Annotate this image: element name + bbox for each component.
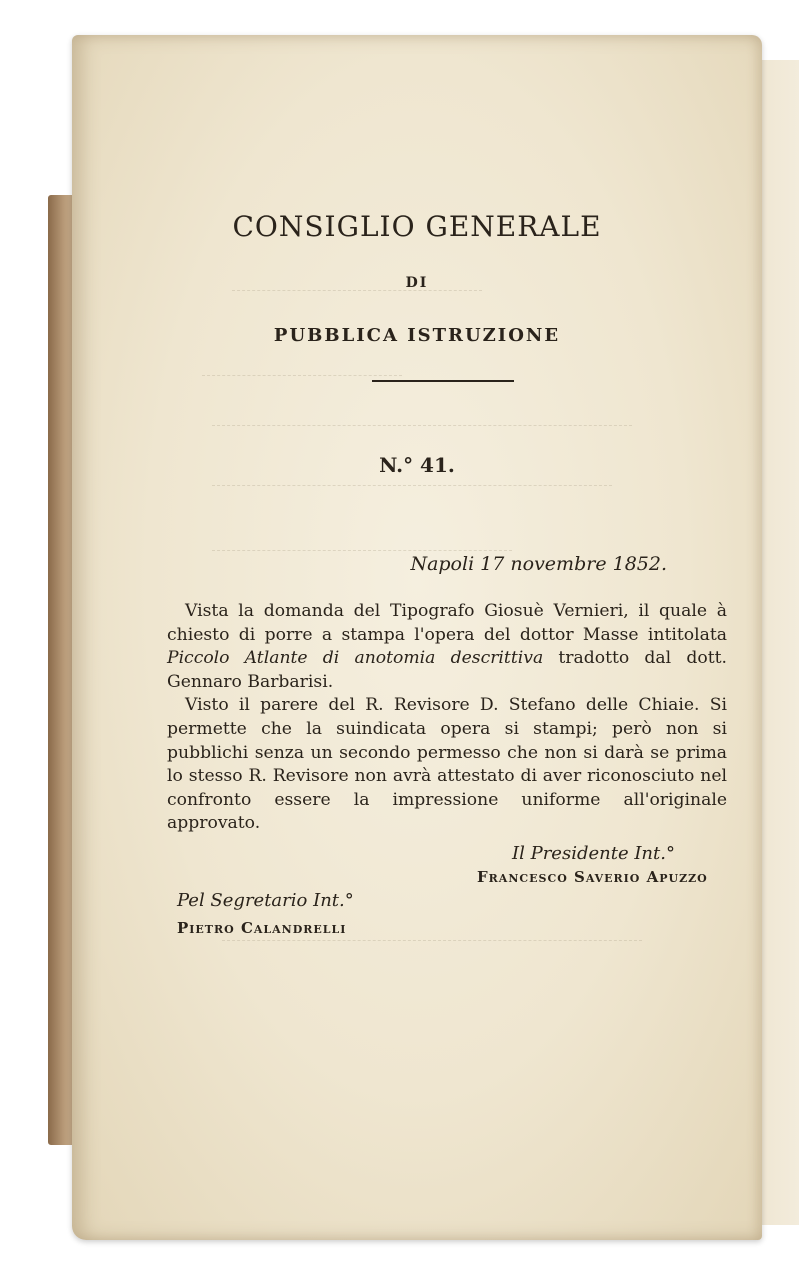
work-title: Piccolo Atlante di anotomia descrittiva [167,648,544,669]
bleed-through [212,425,632,438]
bleed-through [232,290,482,303]
council-title: CONSIGLIO GENERALE [232,210,602,243]
decree-date: Napoli 17 novembre 1852. [410,553,667,575]
book-page [72,35,762,1240]
office-title: PUBBLICA ISTRUZIONE [273,325,561,346]
bleed-through [212,485,612,498]
decree-number: N.° 41. [379,453,455,477]
president-title: Il Presidente Int.° [512,843,675,864]
paragraph-1-end: tradotto dal dott. Gennaro Barbarisi. [167,648,727,692]
secretary-name: Pietro Calandrelli [177,919,347,937]
paragraph-1-text: Vista la domanda del Tipografo Giosuè Vernieri, il quale à chiesto di porre a stampa l'opera del dottor Masse intitolata [167,601,727,645]
paragraph-1 [167,600,727,694]
title-divider [372,380,514,382]
title-connector: DI [405,275,429,291]
decree-body [167,600,727,836]
president-name: Francesco Saverio Apuzzo [477,868,708,886]
secretary-title: Pel Segretario Int.° [177,890,354,911]
bleed-through [222,940,642,953]
paragraph-2: Visto il parere del R. Revisore D. Stefano delle Chiaie. Si permette che la suindicata opera si stampi; però non si pubblichi senza un secondo permesso che non si darà se prima lo stesso R. Revisore non avrà attestato di aver riconosciuto nel confronto essere la impressione uniforme all'originale approvato. [167,695,727,834]
